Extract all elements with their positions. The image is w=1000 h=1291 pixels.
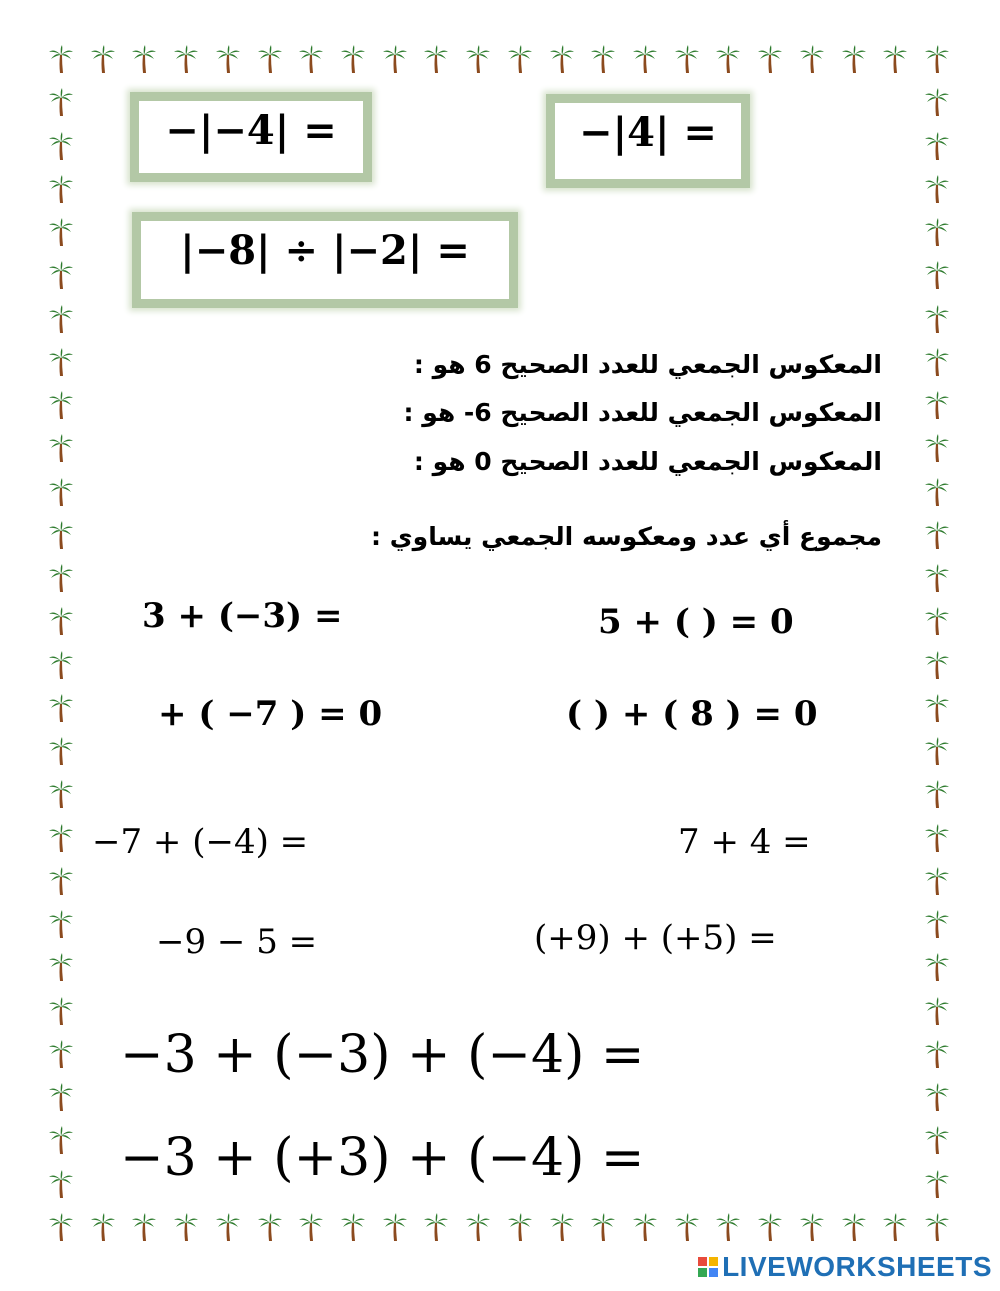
liveworksheets-logo xyxy=(698,1251,992,1283)
palm-tree-icon xyxy=(924,1125,950,1155)
arabic-question-1: المعكوس الجمعي للعدد الصحيح 6 هو : xyxy=(413,350,882,379)
palm-tree-icon xyxy=(757,44,783,74)
palm-tree-icon xyxy=(423,1212,449,1242)
palm-tree-icon xyxy=(215,44,241,74)
palm-tree-icon xyxy=(924,606,950,636)
palm-tree-icon xyxy=(48,693,74,723)
palm-tree-icon xyxy=(173,44,199,74)
equation-7: −9 − 5 = xyxy=(156,922,318,962)
palm-tree-icon xyxy=(549,1212,575,1242)
palm-tree-icon xyxy=(48,563,74,593)
palm-tree-icon xyxy=(131,1212,157,1242)
palm-tree-icon xyxy=(924,520,950,550)
palm-tree-icon xyxy=(257,1212,283,1242)
palm-tree-icon xyxy=(924,44,950,74)
absolute-value-box-2 xyxy=(546,94,750,188)
palm-tree-icon xyxy=(799,44,825,74)
equation-10: −3 + (+3) + (−4) = xyxy=(120,1128,645,1188)
palm-tree-icon xyxy=(715,1212,741,1242)
palm-tree-icon xyxy=(924,693,950,723)
palm-tree-icon xyxy=(924,1212,950,1242)
palm-tree-icon xyxy=(924,1039,950,1069)
palm-tree-icon xyxy=(799,1212,825,1242)
palm-tree-icon xyxy=(48,823,74,853)
palm-tree-icon xyxy=(257,44,283,74)
palm-tree-icon xyxy=(382,1212,408,1242)
equation-6: 7 + 4 = xyxy=(678,822,811,862)
absolute-value-box-1 xyxy=(130,92,372,182)
arabic-question-3: المعكوس الجمعي للعدد الصحيح 0 هو : xyxy=(413,447,882,476)
palm-tree-icon xyxy=(507,1212,533,1242)
palm-tree-icon xyxy=(298,44,324,74)
palm-tree-icon xyxy=(924,477,950,507)
palm-tree-icon xyxy=(48,909,74,939)
palm-tree-icon xyxy=(924,996,950,1026)
palm-tree-icon xyxy=(924,260,950,290)
palm-tree-icon xyxy=(924,823,950,853)
palm-tree-icon xyxy=(590,1212,616,1242)
equation-4: ( ) + ( 8 ) = 0 xyxy=(566,694,818,734)
palm-tree-icon xyxy=(841,1212,867,1242)
palm-tree-icon xyxy=(882,1212,908,1242)
palm-tree-icon xyxy=(48,866,74,896)
palm-tree-icon xyxy=(924,563,950,593)
palm-tree-icon xyxy=(48,1125,74,1155)
palm-tree-icon xyxy=(48,347,74,377)
palm-tree-icon xyxy=(715,44,741,74)
palm-tree-icon xyxy=(924,650,950,680)
palm-tree-icon xyxy=(924,909,950,939)
equation-8: (+9) + (+5) = xyxy=(534,918,777,958)
palm-tree-icon xyxy=(549,44,575,74)
equation-2: 5 + ( ) = 0 xyxy=(598,602,794,642)
palm-tree-icon xyxy=(48,390,74,420)
palm-tree-icon xyxy=(924,1082,950,1112)
palm-tree-icon xyxy=(632,1212,658,1242)
palm-tree-icon xyxy=(674,44,700,74)
palm-tree-icon xyxy=(590,44,616,74)
palm-tree-icon xyxy=(48,304,74,334)
palm-tree-icon xyxy=(48,1039,74,1069)
palm-tree-icon xyxy=(632,44,658,74)
palm-tree-icon xyxy=(507,44,533,74)
logo-text: LIVEWORKSHEETS xyxy=(722,1251,992,1282)
arabic-question-4: مجموع أي عدد ومعكوسه الجمعي يساوي : xyxy=(371,522,882,551)
palm-tree-icon xyxy=(48,779,74,809)
palm-tree-icon xyxy=(924,87,950,117)
box1-expression: −|−4| = xyxy=(165,107,337,154)
palm-tree-icon xyxy=(48,952,74,982)
palm-tree-icon xyxy=(48,477,74,507)
palm-tree-icon xyxy=(924,217,950,247)
palm-tree-icon xyxy=(924,779,950,809)
equation-3: + ( −7 ) = 0 xyxy=(158,694,383,734)
palm-tree-icon xyxy=(924,304,950,334)
palm-tree-icon xyxy=(674,1212,700,1242)
palm-tree-icon xyxy=(423,44,449,74)
palm-tree-icon xyxy=(48,996,74,1026)
palm-tree-icon xyxy=(90,44,116,74)
palm-tree-icon xyxy=(340,1212,366,1242)
palm-tree-icon xyxy=(924,390,950,420)
palm-tree-icon xyxy=(48,131,74,161)
palm-tree-icon xyxy=(465,1212,491,1242)
palm-tree-icon xyxy=(48,1169,74,1199)
palm-tree-icon xyxy=(48,433,74,463)
palm-tree-icon xyxy=(382,44,408,74)
palm-tree-icon xyxy=(924,131,950,161)
palm-tree-icon xyxy=(48,606,74,636)
palm-tree-icon xyxy=(841,44,867,74)
palm-tree-icon xyxy=(924,1169,950,1199)
palm-tree-icon xyxy=(757,1212,783,1242)
arabic-question-2: المعكوس الجمعي للعدد الصحيح 6- هو : xyxy=(403,398,882,427)
palm-tree-icon xyxy=(173,1212,199,1242)
palm-tree-icon xyxy=(48,217,74,247)
palm-tree-icon xyxy=(90,1212,116,1242)
liveworksheets-logo-icon xyxy=(698,1257,718,1277)
palm-tree-icon xyxy=(882,44,908,74)
equation-9: −3 + (−3) + (−4) = xyxy=(120,1025,645,1085)
palm-tree-icon xyxy=(48,260,74,290)
palm-tree-icon xyxy=(298,1212,324,1242)
palm-tree-icon xyxy=(48,44,74,74)
equation-5: −7 + (−4) = xyxy=(92,822,309,862)
palm-tree-icon xyxy=(924,174,950,204)
box2-expression: −|4| = xyxy=(579,109,717,156)
palm-tree-icon xyxy=(924,433,950,463)
palm-tree-icon xyxy=(48,736,74,766)
box3-expression: |−8| ÷ |−2| = xyxy=(180,227,470,274)
palm-tree-icon xyxy=(924,736,950,766)
palm-tree-icon xyxy=(48,1082,74,1112)
palm-tree-icon xyxy=(340,44,366,74)
palm-tree-icon xyxy=(48,87,74,117)
palm-tree-icon xyxy=(924,952,950,982)
palm-tree-icon xyxy=(924,866,950,896)
equation-1: 3 + (−3) = xyxy=(142,596,343,636)
palm-tree-icon xyxy=(215,1212,241,1242)
palm-tree-icon xyxy=(48,174,74,204)
palm-tree-icon xyxy=(48,520,74,550)
absolute-value-box-3 xyxy=(132,212,518,308)
palm-tree-icon xyxy=(924,347,950,377)
palm-tree-icon xyxy=(48,1212,74,1242)
palm-tree-icon xyxy=(465,44,491,74)
palm-tree-icon xyxy=(48,650,74,680)
palm-tree-icon xyxy=(131,44,157,74)
